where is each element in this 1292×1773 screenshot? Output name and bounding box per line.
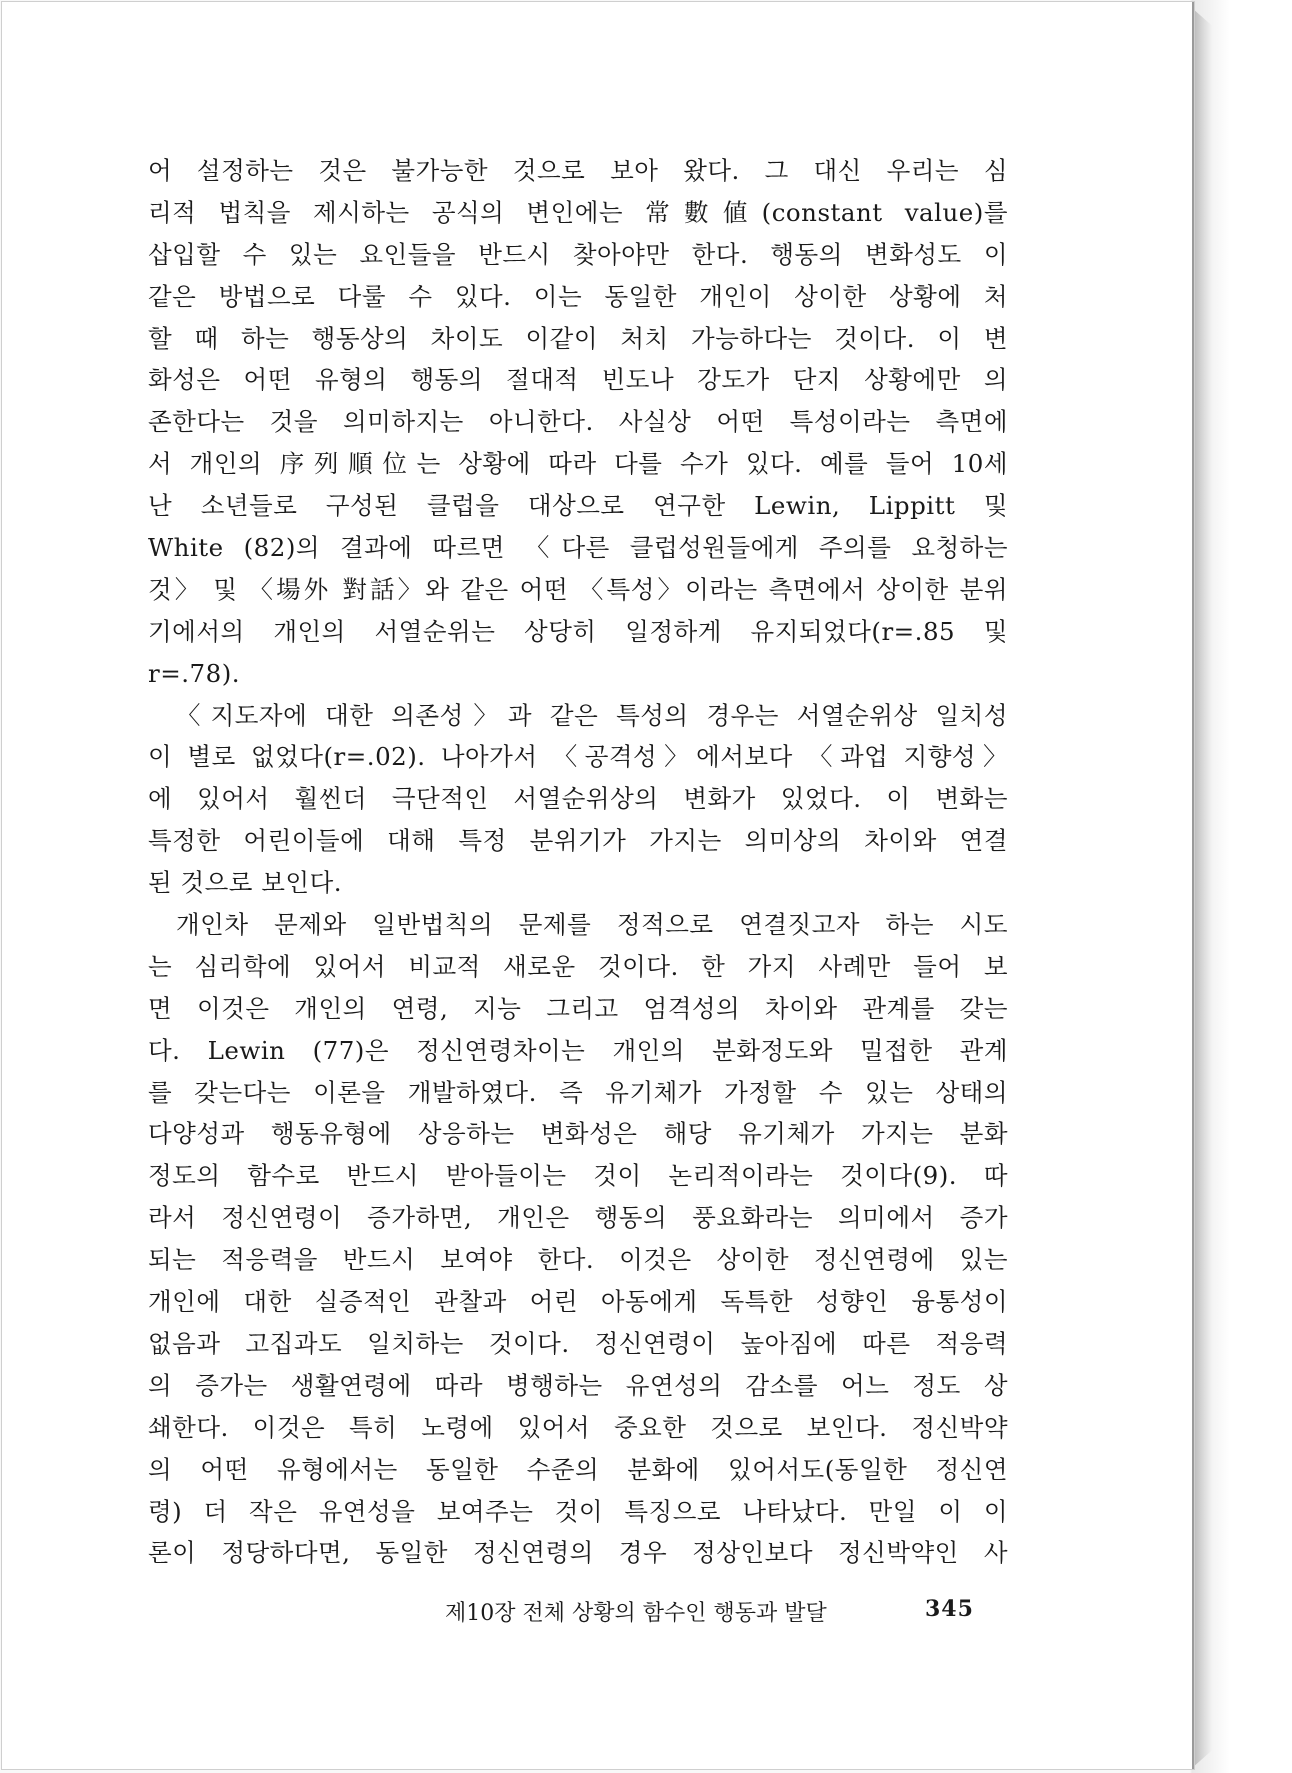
text-line: 령) 더 작은 유연성을 보여주는 것이 특징으로 나타났다. 만일 이 이 [148,1496,1008,1526]
text-line: 에 있어서 훨씬더 극단적인 서열순위상의 변화가 있었다. 이 변화는 [148,784,1008,814]
text-line: 를 갖는다는 이론을 개발하였다. 즉 유기체가 가정할 수 있는 상태의 [148,1077,1008,1107]
text-line: 같은 방법으로 다룰 수 있다. 이는 동일한 개인이 상이한 상황에 처 [148,281,1008,311]
page-footer [445,1596,985,1627]
text-line: 되는 적응력을 반드시 보여야 한다. 이것은 상이한 정신연령에 있는 [148,1245,1008,1275]
text-line: 면 이것은 개인의 연령, 지능 그리고 엄격성의 차이와 관계를 갖는 [148,993,1008,1023]
text-line: 리적 법칙을 제시하는 공식의 변인에는 常數値(constant value)를 [148,197,1008,227]
text-line: 화성은 어떤 유형의 행동의 절대적 빈도나 강도가 단지 상황에만 의 [148,365,1008,395]
running-head: 제10장 전체 상황의 함수인 행동과 발달 [445,1601,827,1626]
text-line: 다양성과 행동유형에 상응하는 변화성은 해당 유기체가 가지는 분화 [148,1119,1008,1149]
text-line: White (82)의 결과에 따르면 〈다른 클럽성원들에게 주의를 요청하는 [148,533,1008,563]
text-line: r=.78). [148,658,241,688]
text-line: 의 어떤 유형에서는 동일한 수준의 분화에 있어서도(동일한 정신연 [148,1454,1008,1484]
body-text [148,150,1008,1574]
text-line: 난 소년들로 구성된 클럽을 대상으로 연구한 Lewin, Lippitt 및 [148,491,1008,521]
text-line: 다. Lewin (77)은 정신연령차이는 개인의 분화정도와 밀접한 관계 [148,1035,1008,1065]
text-line: 이 별로 없었다(r=.02). 나아가서 〈공격성〉에서보다 〈과업 지향성〉 [148,742,1008,772]
text-line: 개인에 대한 실증적인 관찰과 어린 아동에게 독특한 성향인 융통성이 [148,1287,1008,1317]
page-number: 345 [925,1596,974,1622]
text-line: 쇄한다. 이것은 특히 노령에 있어서 중요한 것으로 보인다. 정신박약 [148,1412,1008,1442]
text-line: 라서 정신연령이 증가하면, 개인은 행동의 풍요화라는 의미에서 증가 [148,1203,1008,1233]
text-line: 는 심리학에 있어서 비교적 새로운 것이다. 한 가지 사례만 들어 보 [148,951,1008,981]
text-line: 된 것으로 보인다. [148,868,343,898]
text-line: 삽입할 수 있는 요인들을 반드시 찾아야만 한다. 행동의 변화성도 이 [148,239,1008,269]
text-line: 개인차 문제와 일반법칙의 문제를 정적으로 연결짓고자 하는 시도 [176,910,1008,940]
text-line: 서 개인의 序列順位는 상황에 따라 다를 수가 있다. 예를 들어 10세 [148,449,1008,479]
text-line: 할 때 하는 행동상의 차이도 이같이 처치 가능하다는 것이다. 이 변 [148,323,1008,353]
text-line: 것〉 및 〈場外 對話〉와 같은 어떤 〈특성〉이라는 측면에서 상이한 분위 [148,574,1008,604]
text-line: 〈지도자에 대한 의존성〉과 같은 특성의 경우는 서열순위상 일치성 [176,700,1008,730]
text-line: 없음과 고집과도 일치하는 것이다. 정신연령이 높아짐에 따른 적응력 [148,1328,1008,1358]
text-line: 특정한 어린이들에 대해 특정 분위기가 가지는 의미상의 차이와 연결 [148,826,1008,856]
text-line: 정도의 함수로 반드시 받아들이는 것이 논리적이라는 것이다(9). 따 [148,1161,1008,1191]
text-line: 어 설정하는 것은 불가능한 것으로 보아 왔다. 그 대신 우리는 심 [148,156,1008,185]
text-line: 론이 정당하다면, 동일한 정신연령의 경우 정상인보다 정신박약인 사 [148,1538,1008,1568]
text-line: 존한다는 것을 의미하지는 아니한다. 사실상 어떤 특성이라는 측면에 [148,407,1008,437]
text-line: 의 증가는 생활연령에 따라 병행하는 유연성의 감소를 어느 정도 상 [148,1370,1008,1400]
text-line: 기에서의 개인의 서열순위는 상당히 일정하게 유지되었다(r=.85 및 [148,616,1008,646]
page-edge-shadow [1192,8,1212,1768]
